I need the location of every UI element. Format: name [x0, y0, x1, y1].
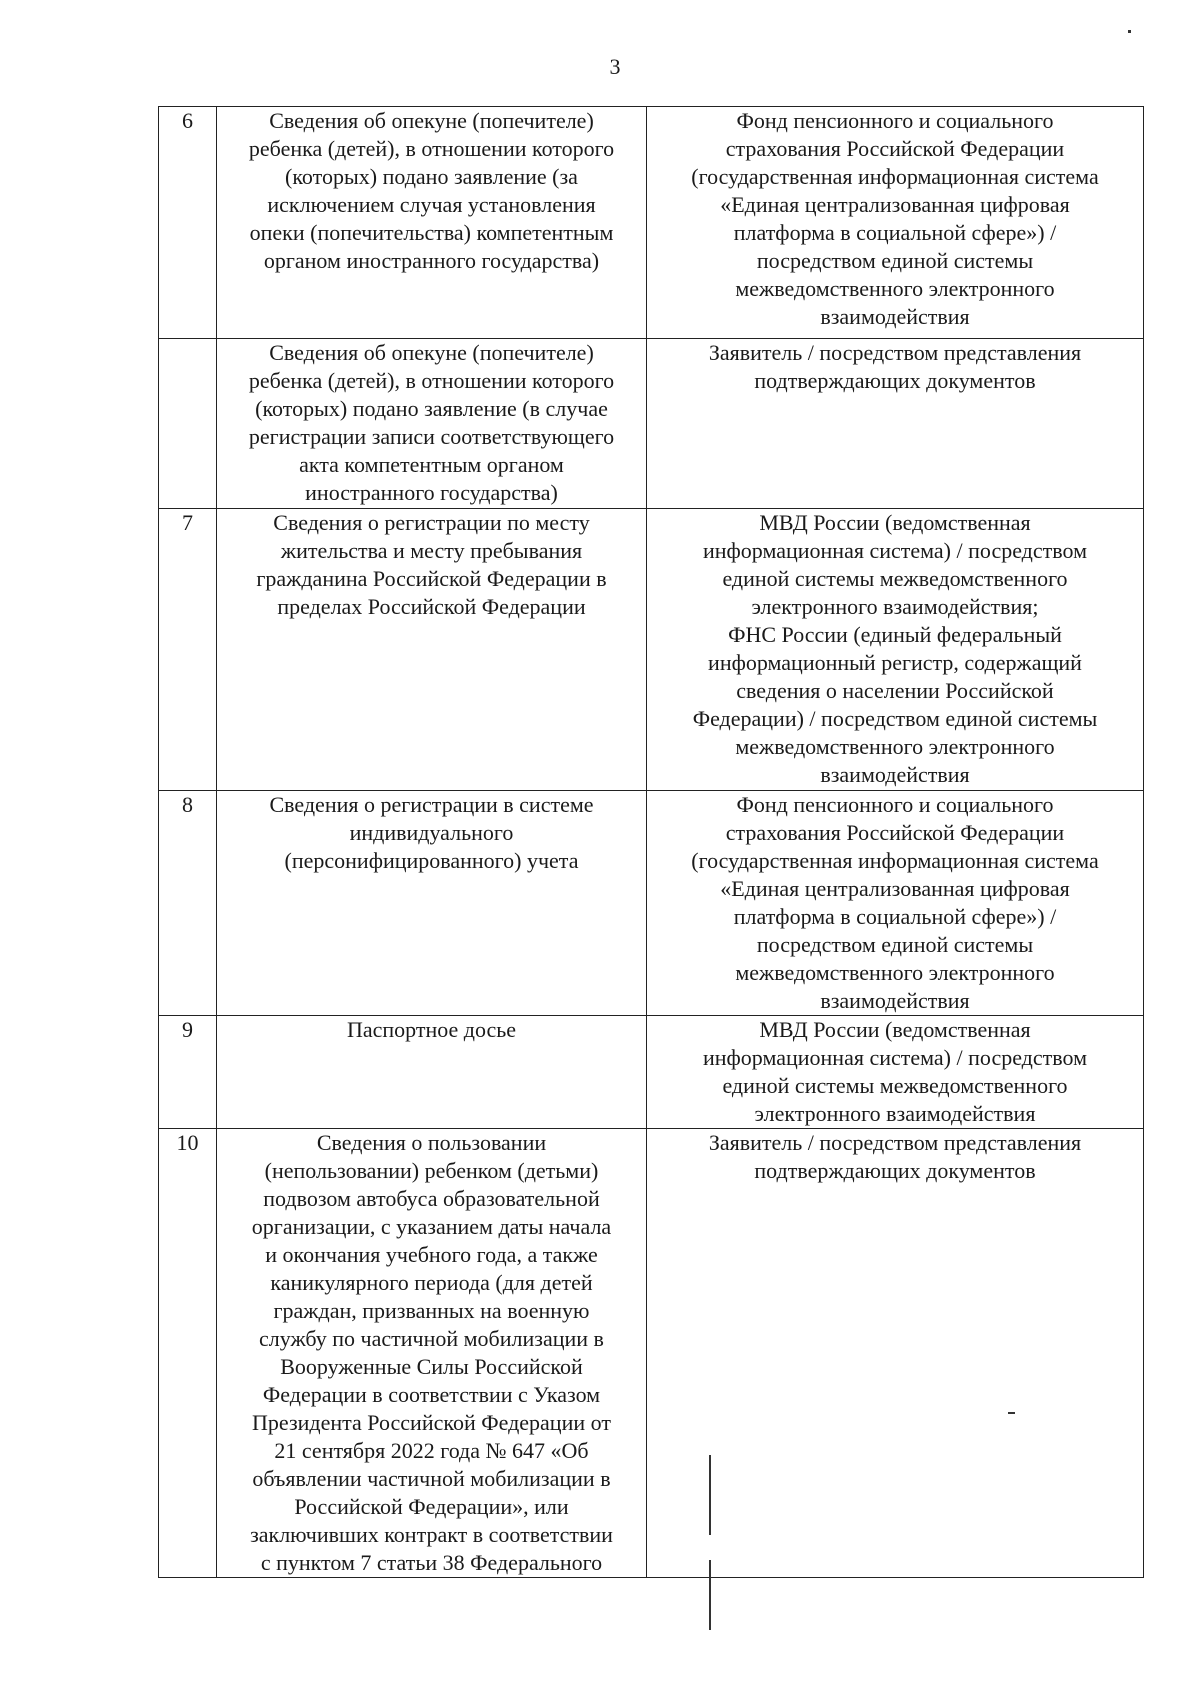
source-line: платформа в социальной сфере») /: [733, 220, 1057, 245]
table-row: [159, 107, 1144, 339]
info-line: жительства и месту пребывания: [280, 538, 583, 563]
info-line: Сведения о регистрации по месту: [273, 510, 590, 535]
info-line: граждан, призванных на военную: [273, 1298, 590, 1323]
source-line: электронного взаимодействия;: [751, 594, 1039, 619]
source-line: «Единая централизованная цифровая: [720, 876, 1070, 901]
source-line: подтверждающих документов: [754, 1158, 1036, 1183]
info-cell: [217, 1129, 647, 1578]
info-line: и окончания учебного года, а также: [265, 1242, 598, 1267]
info-line: подвозом автобуса образовательной: [263, 1186, 600, 1211]
source-line: страхования Российской Федерации: [725, 820, 1065, 845]
source-cell: [647, 791, 1144, 1016]
table-row: [159, 509, 1144, 791]
info-line: Российской Федерации», или: [294, 1494, 569, 1519]
info-line: организации, с указанием даты начала: [251, 1214, 612, 1239]
info-line: (которых) подано заявление (за: [285, 164, 578, 189]
source-line: взаимодействия: [820, 988, 970, 1013]
source-line: информационная система) / посредством: [702, 1045, 1087, 1070]
row-number: 6: [159, 107, 217, 339]
info-line: Президента Российской Федерации от: [252, 1410, 611, 1435]
source-line: информационная система) / посредством: [702, 538, 1087, 563]
info-line: каникулярного периода (для детей: [270, 1270, 593, 1295]
source-line: Фонд пенсионного и социального: [736, 792, 1054, 817]
info-line: с пунктом 7 статьи 38 Федерального: [260, 1550, 603, 1575]
source-line: Фонд пенсионного и социального: [736, 108, 1054, 133]
row-number: 8: [159, 791, 217, 1016]
info-line: гражданина Российской Федерации в: [256, 566, 607, 591]
info-line: регистрации записи соответствующего: [248, 424, 615, 449]
info-line: Вооруженные Силы Российской: [280, 1354, 583, 1379]
info-line: Сведения о регистрации в системе: [269, 792, 594, 817]
info-line: заключивших контракт в соответствии: [250, 1522, 613, 1547]
scan-artifact: [709, 1455, 711, 1535]
info-line: объявлении частичной мобилизации в: [252, 1466, 611, 1491]
info-cell: [217, 339, 647, 509]
info-line: (персонифицированного) учета: [284, 848, 579, 873]
info-line: исключением случая установления: [267, 192, 596, 217]
source-line: МВД России (ведомственная: [759, 1017, 1031, 1042]
source-line: страхования Российской Федерации: [725, 136, 1065, 161]
info-line: пределах Российской Федерации: [277, 594, 586, 619]
source-line: (государственная информационная система: [691, 164, 1099, 189]
source-line: Федерации) / посредством единой системы: [692, 706, 1098, 731]
source-line: сведения о населении Российской: [736, 678, 1054, 703]
info-line: опеки (попечительства) компетентным: [249, 220, 614, 245]
info-line: иностранного государства): [305, 480, 558, 505]
table-row: [159, 1016, 1144, 1129]
source-line: информационный регистр, содержащий: [708, 650, 1082, 675]
info-line: (непользовании) ребенком (детьми): [264, 1158, 599, 1183]
source-line: межведомственного электронного: [735, 276, 1055, 301]
source-line: единой системы межведомственного: [722, 1073, 1068, 1098]
info-line: Федерации в соответствии с Указом: [262, 1382, 601, 1407]
row-number: 7: [159, 509, 217, 791]
source-line: Заявитель / посредством представления: [708, 1130, 1082, 1155]
info-line: (которых) подано заявление (в случае: [255, 396, 608, 421]
source-cell: [647, 1129, 1144, 1578]
row-number: [159, 339, 217, 509]
source-line: МВД России (ведомственная: [759, 510, 1031, 535]
info-line: ребенка (детей), в отношении которого: [248, 368, 615, 393]
info-cell: [217, 1016, 647, 1129]
info-line: Сведения об опекуне (попечителе): [269, 108, 594, 133]
row-number: 10: [159, 1129, 217, 1578]
scan-artifact: [1128, 30, 1131, 33]
source-line: взаимодействия: [820, 762, 970, 787]
info-line: службу по частичной мобилизации в: [259, 1326, 604, 1351]
source-line: посредством единой системы: [756, 248, 1034, 273]
source-line: ФНС России (единый федеральный: [728, 622, 1062, 647]
info-line: акта компетентным органом: [299, 452, 564, 477]
info-cell: [217, 107, 647, 339]
source-line: единой системы межведомственного: [722, 566, 1068, 591]
table-row: [159, 791, 1144, 1016]
info-line: органом иностранного государства): [263, 248, 600, 273]
source-line: подтверждающих документов: [754, 368, 1036, 393]
scan-artifact: [709, 1560, 711, 1630]
table-row: [159, 1129, 1144, 1578]
row-number: 9: [159, 1016, 217, 1129]
info-line: Сведения о пользовании: [316, 1130, 547, 1155]
source-line: «Единая централизованная цифровая: [720, 192, 1070, 217]
page-number: 3: [609, 54, 621, 79]
info-line: Паспортное досье: [346, 1017, 517, 1042]
source-cell: [647, 1016, 1144, 1129]
source-line: (государственная информационная система: [691, 848, 1099, 873]
source-line: электронного взаимодействия: [754, 1101, 1036, 1126]
source-cell: [647, 509, 1144, 791]
source-line: межведомственного электронного: [735, 960, 1055, 985]
info-line: Сведения об опекуне (попечителе): [269, 340, 594, 365]
source-line: посредством единой системы: [756, 932, 1034, 957]
info-cell: [217, 791, 647, 1016]
documents-table: [158, 106, 1144, 1578]
info-line: ребенка (детей), в отношении которого: [248, 136, 615, 161]
info-cell: [217, 509, 647, 791]
source-line: межведомственного электронного: [735, 734, 1055, 759]
source-line: платформа в социальной сфере») /: [733, 904, 1057, 929]
source-line: Заявитель / посредством представления: [708, 340, 1082, 365]
source-cell: [647, 107, 1144, 339]
scan-artifact: [1008, 1412, 1015, 1414]
source-line: взаимодействия: [820, 304, 970, 329]
info-line: индивидуального: [349, 820, 514, 845]
table-row: [159, 339, 1144, 509]
source-cell: [647, 339, 1144, 509]
info-line: 21 сентября 2022 года № 647 «Об: [274, 1438, 589, 1463]
